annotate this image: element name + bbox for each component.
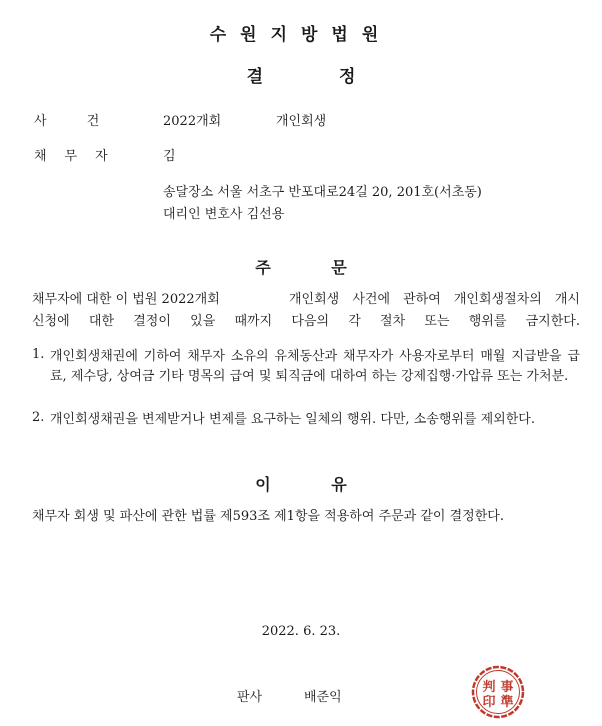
order-item-2-text: 개인회생채권을 변제받거나 변제를 요구하는 일체의 행위. 다만, 소송행위를 제외한다. xyxy=(50,412,535,427)
order-item-1-text: 개인회생채권에 기하여 채무자 소유의 유체동산과 채무자가 사용자로부터 매월 지급받을 급료, 제수당, 상여금 기타 명목의 급여 및 퇴직금에 대하여 하는 강제집행·가압류 또는 가처분. xyxy=(50,349,580,384)
order-heading: 주 문 xyxy=(255,258,347,277)
order-item-2-number: 2. xyxy=(32,410,45,425)
reason-heading: 이 유 xyxy=(255,475,347,494)
case-label: 사 건 xyxy=(34,114,118,129)
debtor-name: 김 xyxy=(163,149,176,164)
svg-text:判: 判 xyxy=(482,680,496,695)
order-line1-part1: 채무자에 대한 이 법원 2022개회 xyxy=(32,292,220,307)
case-number: 2022개회 xyxy=(163,114,222,129)
svg-text:準: 準 xyxy=(500,695,514,710)
svg-text:印: 印 xyxy=(482,695,496,710)
court-name: 수원지방법원 xyxy=(209,25,393,45)
order-item-1-number: 1. xyxy=(32,347,45,362)
service-address: 송달장소 서울 서초구 반포대로24길 20, 201호(서초동) xyxy=(163,185,482,200)
judge-title: 판사 xyxy=(237,690,263,705)
reason-text: 채무자 회생 및 파산에 관한 법률 제593조 제1항을 적용하여 주문과 같이 결정한다. xyxy=(32,509,504,524)
decision-date: 2022. 6. 23. xyxy=(261,624,341,639)
judge-name: 배준익 xyxy=(304,690,342,705)
document-type: 결 정 xyxy=(246,67,356,87)
debtor-label: 채무자 xyxy=(34,149,126,164)
order-line2: 신청에 대한 결정이 있을 때까지 다음의 각 절차 또는 행위를 금지한다. xyxy=(32,314,580,329)
case-type: 개인회생 xyxy=(276,114,327,129)
agent-lawyer: 대리인 변호사 김선용 xyxy=(163,207,285,222)
order-line1-part2: 개인회생 사건에 관하여 개인회생절차의 개시 xyxy=(289,292,580,307)
judge-seal-stamp xyxy=(470,664,526,720)
svg-text:事: 事 xyxy=(500,680,514,695)
